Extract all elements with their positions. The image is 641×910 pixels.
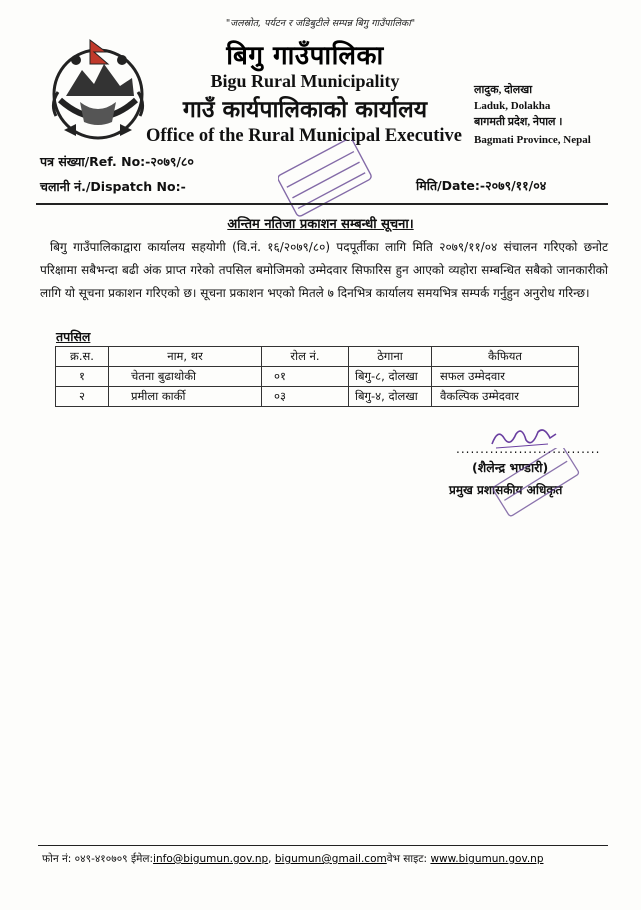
dispatch-number: चलानी नं./Dispatch No:-	[40, 179, 186, 194]
email-link-info[interactable]: info@bigumun.gov.np	[153, 853, 269, 865]
letter-date: मिति/Date:-२०७९/११/०४	[416, 178, 547, 193]
office-address	[474, 82, 591, 148]
table-header-row	[56, 347, 579, 367]
column-header: ठेगाना	[349, 347, 432, 367]
signature-line: ..............................	[456, 442, 601, 456]
separator: ,	[268, 853, 275, 865]
website-label: वेभ साइट:	[386, 853, 431, 865]
footer-divider	[38, 845, 608, 846]
table-cell: सफल उम्मेदवार	[432, 367, 579, 387]
office-name-nepali: गाउँ कार्यपालिकाको कार्यालय	[182, 97, 428, 123]
phone-number: फोन नं: ०४९-४१०७०९	[42, 853, 131, 865]
table-cell: ०३	[262, 387, 349, 407]
address-line: Laduk, Dolakha	[474, 100, 551, 112]
table-cell: १	[56, 367, 109, 387]
table-cell: प्रमीला कार्की	[109, 387, 262, 407]
column-header: कैफियत	[432, 347, 579, 367]
table-cell: २	[56, 387, 109, 407]
address-line: लादुक, दोलखा	[474, 84, 533, 96]
municipality-name-nepali: बिगु गाउँपालिका	[226, 41, 384, 71]
footer-contact	[42, 852, 602, 866]
table-cell: बिगु-४, दोलखा	[349, 387, 432, 407]
office-name-english: Office of the Rural Municipal Executive	[146, 126, 462, 146]
table-cell: वैकल्पिक उम्मेदवार	[432, 387, 579, 407]
notice-body: बिगु गाउँपालिकाद्वारा कार्यालय सहयोगी (वि.नं. १६/२०७९/८०) पदपूर्तीका लागि मिति २०७९/११/०४ संचालन गरिएको छनोट परिक्षामा सबैभन्दा बढी अंक प्राप्त गरेको तपसिल बमोजिमको उम्मेदवार सिफारिस हुन आएको व्यहोरा सम्बन्धित सबैको जानकारीको लागि यो सूचना प्रकाशन गरिएको छ। सूचना प्रकाशन भएको मितले ७ दिनभित्र कार्यालय समयभित्र सम्पर्क गर्नुहुन अनुरोध गरिन्छ।	[40, 240, 608, 300]
table-cell: बिगु-८, दोलखा	[349, 367, 432, 387]
notice-subject-text: अन्तिम नतिजा प्रकाशन सम्बन्धी सूचना।	[227, 217, 414, 232]
motto: "जलस्रोत, पर्यटन र जडिबुटीले सम्पन्न बिगु गाउँपालिका"	[225, 18, 416, 29]
address-line: बागमती प्रदेश, नेपाल ।	[474, 116, 563, 128]
column-header: क्र.स.	[56, 347, 109, 367]
municipality-name-english: Bigu Rural Municipality	[210, 71, 400, 91]
column-header: रोल नं.	[262, 347, 349, 367]
column-header: नाम, थर	[109, 347, 262, 367]
website-link[interactable]: www.bigumun.gov.np	[430, 853, 544, 865]
table-row	[56, 367, 579, 387]
office-stamp	[278, 140, 374, 218]
address-line: Bagmati Province, Nepal	[474, 134, 591, 146]
email-label: ईमेल:	[130, 853, 154, 865]
annex-title: तपसिल	[56, 329, 91, 344]
table-row	[56, 387, 579, 407]
signatory-title: प्रमुख प्रशासकीय अधिकृत	[449, 483, 563, 497]
signatory-name: (शैलेन्द्र भण्डारी)	[472, 460, 549, 475]
table-cell: ०१	[262, 367, 349, 387]
notice-subject	[0, 214, 641, 232]
candidate-table	[55, 346, 579, 407]
email-link-gmail[interactable]: bigumun@gmail.com	[274, 853, 387, 865]
header-divider	[36, 203, 608, 205]
table-cell: चेतना बुढाथोकी	[109, 367, 262, 387]
officer-stamp	[488, 448, 584, 518]
reference-number: पत्र संख्या/Ref. No:-२०७९/८०	[40, 154, 194, 169]
